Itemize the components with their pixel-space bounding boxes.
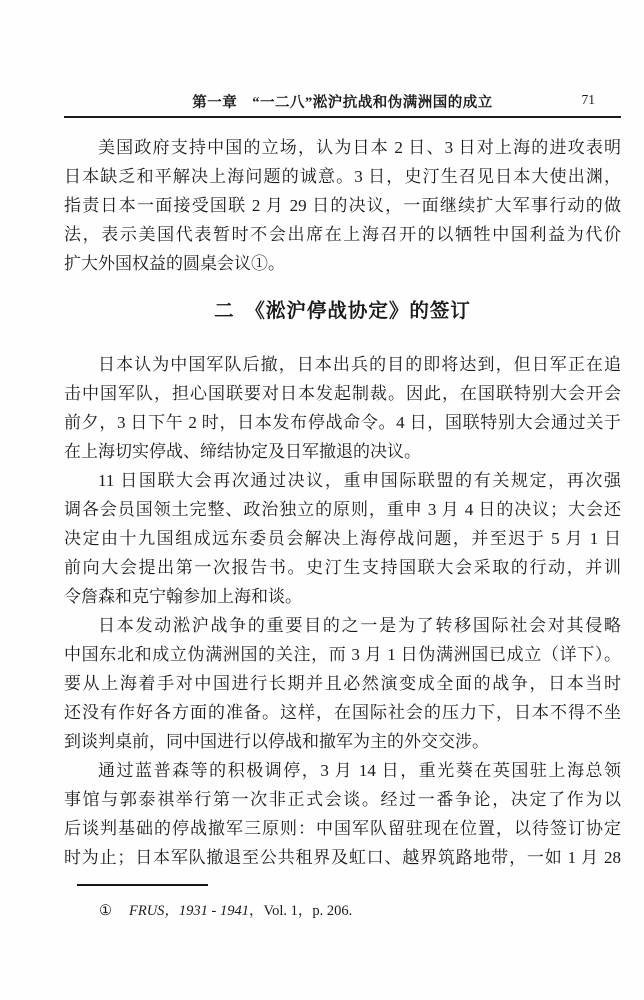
paragraph-1 xyxy=(64,133,621,278)
text-line: 后谈判基础的停战撤军三原则：中国军队留驻现在位置，以待签订协定 xyxy=(64,819,621,838)
section-heading: 二 《淞沪停战协定》的签订 xyxy=(214,301,471,322)
text-line: 调各会员国领土完整、政治独立的原则，重申 3 月 4 日的决议；大会还 xyxy=(64,500,621,519)
text-line: 日本认为中国军队后撤，日本出兵的目的即将达到，但日军正在追 xyxy=(98,355,621,374)
header-rule xyxy=(64,116,621,118)
text-line: 法，表示美国代表暂时不会出席在上海召开的以牺牲中国利益为代价 xyxy=(64,225,621,244)
text-line: 通过蓝普森等的积极调停，3 月 14 日，重光葵在英国驻上海总领 xyxy=(98,761,621,780)
text-line: 还没有作好各方面的准备。这样，在国际社会的压力下，日本不得不坐 xyxy=(64,703,621,722)
paragraph-5 xyxy=(64,756,621,872)
text-line: 决定由十九国组成远东委员会解决上海停战问题，并至迟于 5 月 1 日 xyxy=(64,529,621,548)
footnote xyxy=(99,899,352,920)
text-line: 到谈判桌前，同中国进行以停战和撤军为主的外交交涉。 xyxy=(64,732,489,751)
footnote-text xyxy=(129,899,352,920)
text-line: 事馆与郭泰祺举行第一次非正式会谈。经过一番争论，决定了作为以 xyxy=(64,790,621,809)
text-line: 在上海切实停战、缔结协定及日军撤退的决议。 xyxy=(64,442,421,461)
text-line: 前向大会提出第一次报告书。史汀生支持国联大会采取的行动，并训 xyxy=(64,558,621,577)
text-line: 扩大外国权益的圆桌会议①。 xyxy=(64,254,285,273)
text-line: 前夕，3 日下午 2 时，日本发布停战命令。4 日，国联特别大会通过关于 xyxy=(64,413,621,432)
text-line: 指责日本一面接受国联 2 月 29 日的决议，一面继续扩大军事行动的做 xyxy=(64,196,621,215)
text-line: 时为止；日本军队撤退至公共租界及虹口、越界筑路地带，一如 1 月 28 xyxy=(64,848,621,867)
footnote-separator xyxy=(77,884,208,886)
running-chapter-title: 第一章 “一二八”淞沪抗战和伪满洲国的成立 xyxy=(192,95,493,111)
text-line: 要从上海着手对中国进行长期并且必然演变成全面的战争，日本当时 xyxy=(64,674,621,693)
text-line: 日本缺乏和平解决上海问题的诚意。3 日，史汀生召见日本大使出渊， xyxy=(64,167,621,186)
page-header xyxy=(64,91,621,113)
paragraph-4 xyxy=(64,611,621,756)
paragraph-2 xyxy=(64,350,621,466)
page-number: 71 xyxy=(581,92,595,107)
text-line: 美国政府支持中国的立场，认为日本 2 日、3 日对上海的进攻表明 xyxy=(98,138,621,157)
page-body xyxy=(64,133,621,872)
footnote-marker: ① xyxy=(99,903,112,919)
text-line: 11 日国联大会再次通过决议，重申国际联盟的有关规定，再次强 xyxy=(98,471,621,490)
text-line: 击中国军队，担心国联要对日本发起制裁。因此，在国联特别大会开会 xyxy=(64,384,621,403)
footnote-source-rest: ，Vol. 1，p. 206. xyxy=(249,903,353,919)
text-line: 中国东北和成立伪满洲国的关注，而 3 月 1 日伪满洲国已成立（详下）。 xyxy=(64,645,621,664)
text-line: 日本发动淞沪战争的重要目的之一是为了转移国际社会对其侵略 xyxy=(98,616,621,635)
paragraph-3 xyxy=(64,466,621,611)
footnote-source-italic: FRUS，1931 - 1941 xyxy=(129,903,250,919)
text-line: 令詹森和克宁翰参加上海和谈。 xyxy=(64,587,302,606)
